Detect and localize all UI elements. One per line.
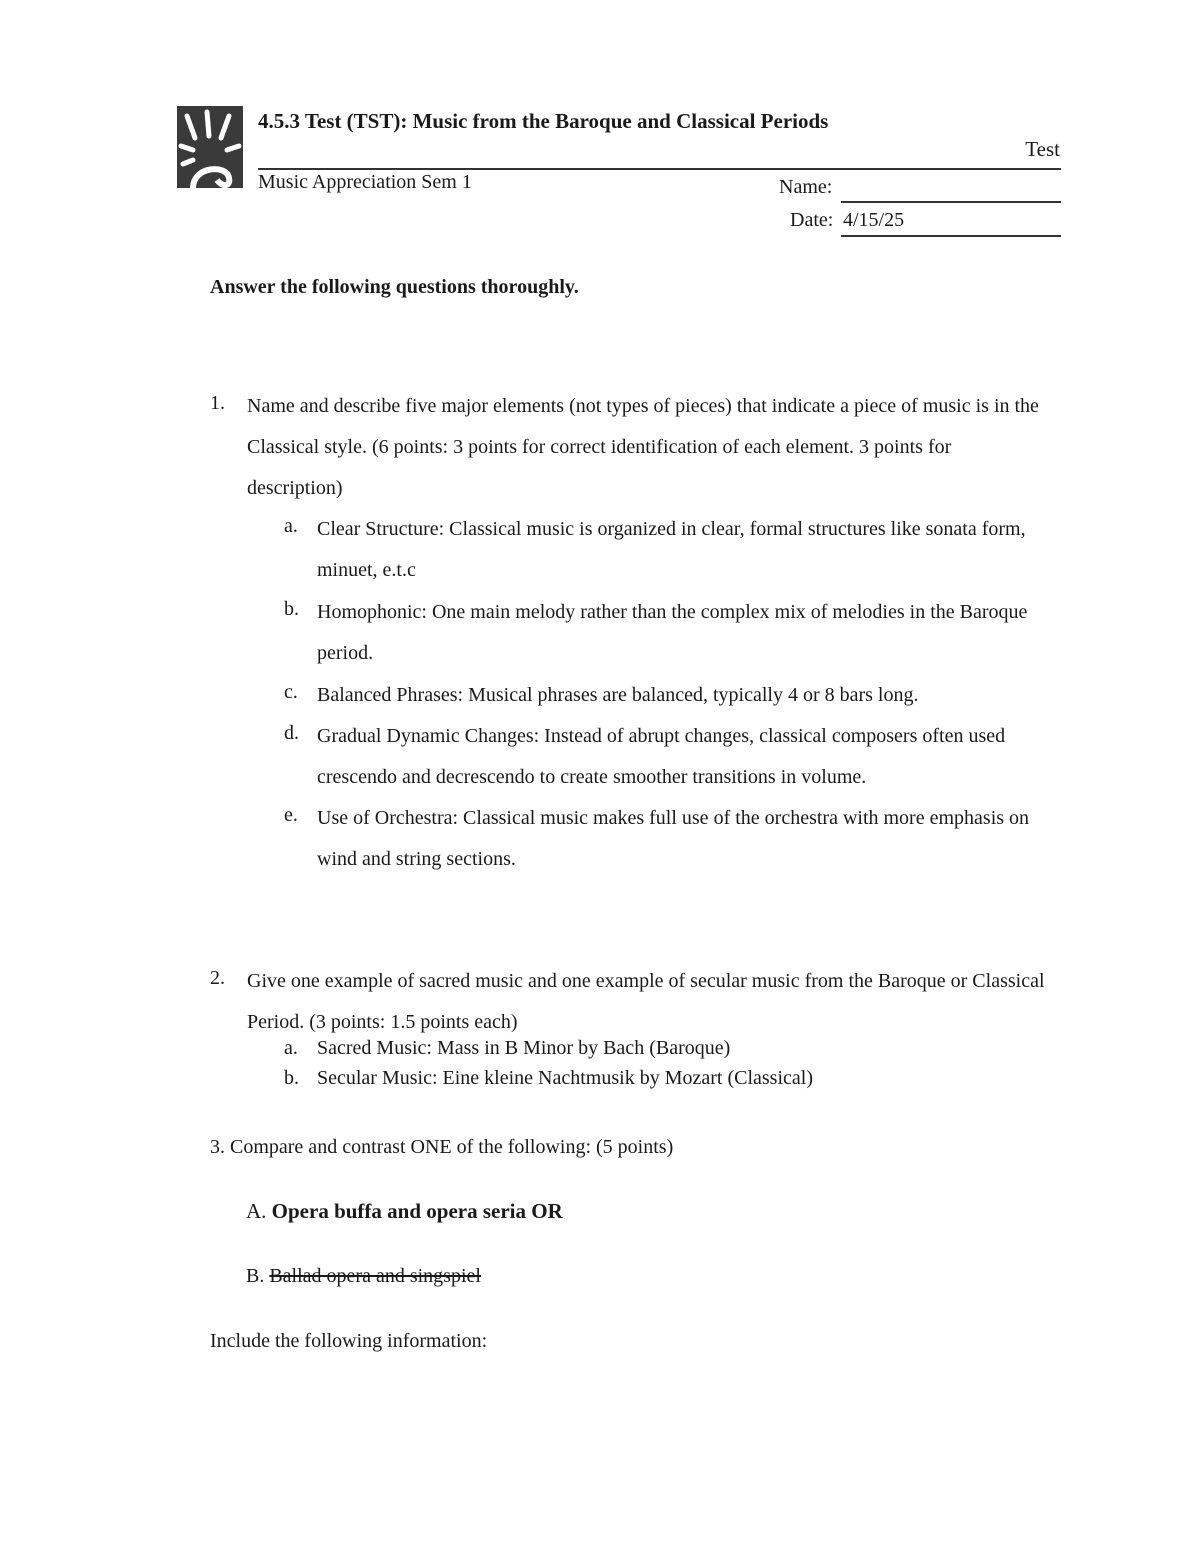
question-1-text: Name and describe five major elements (not types of pieces) that indicate a piece of music is in the Classical style. (6 points: 3 points for correct identification of each element. 3 points for description) [247,395,1039,499]
date-field-line [841,235,1061,237]
option-a-letter: A. [246,1199,267,1223]
name-label: Name: [779,176,833,198]
question-2-text: Give one example of sacred music and one example of secular music from the Baroque or Classical Period. (3 points: 1.5 points each) [247,970,1045,1033]
course-name: Music Appreciation Sem 1 [258,171,472,193]
answer-2b-text: Secular Music: Eine kleine Nachtmusik by Mozart (Classical) [317,1067,813,1089]
option-a-text: Opera buffa and opera seria OR [271,1199,563,1223]
answer-2b-letter: b. [284,1067,299,1089]
answer-1e-letter: e. [284,804,298,826]
option-b [246,1265,481,1288]
name-field-line[interactable] [841,201,1061,203]
option-b-text: Ballad opera and singspiel [269,1265,481,1287]
answer-1b-letter: b. [284,598,299,620]
question-3-text: 3. Compare and contrast ONE of the following: (5 points) [210,1136,674,1158]
answer-1e-text: Use of Orchestra: Classical music makes full use of the orchestra with more emphasis on wind and string sections. [317,807,1030,870]
answer-1a-text: Clear Structure: Classical music is organized in clear, formal structures like sonata form, minuet, e.t.c [317,518,1026,581]
answer-1a-letter: a. [284,515,298,537]
answer-2a-letter: a. [284,1037,298,1059]
answer-2a-text: Sacred Music: Mass in B Minor by Bach (Baroque) [317,1037,731,1059]
option-b-letter: B. [246,1265,265,1287]
date-value: 4/15/25 [843,209,905,231]
instructions: Answer the following questions thoroughly. [210,276,579,298]
answer-1b-text: Homophonic: One main melody rather than the complex mix of melodies in the Baroque period. [317,601,1028,664]
document-title: 4.5.3 Test (TST): Music from the Baroque and Classical Periods [258,109,829,133]
date-label: Date: [790,209,834,231]
question-2-number: 2. [210,967,225,989]
header-divider [258,168,1061,170]
answer-1d-letter: d. [284,722,299,744]
answer-1d-text: Gradual Dynamic Changes: Instead of abrupt changes, classical composers often used crescendo and decrescendo to create smoother transitions in volume. [317,725,1006,788]
include-info-text: Include the following information: [210,1330,488,1352]
answer-1c-text: Balanced Phrases: Musical phrases are balanced, typically 4 or 8 bars long. [317,684,919,706]
option-a [246,1199,563,1224]
answer-1c-letter: c. [284,681,298,703]
question-1-number: 1. [210,392,225,414]
document-type-label: Test [1025,137,1060,161]
sunburst-logo-icon [177,106,243,188]
